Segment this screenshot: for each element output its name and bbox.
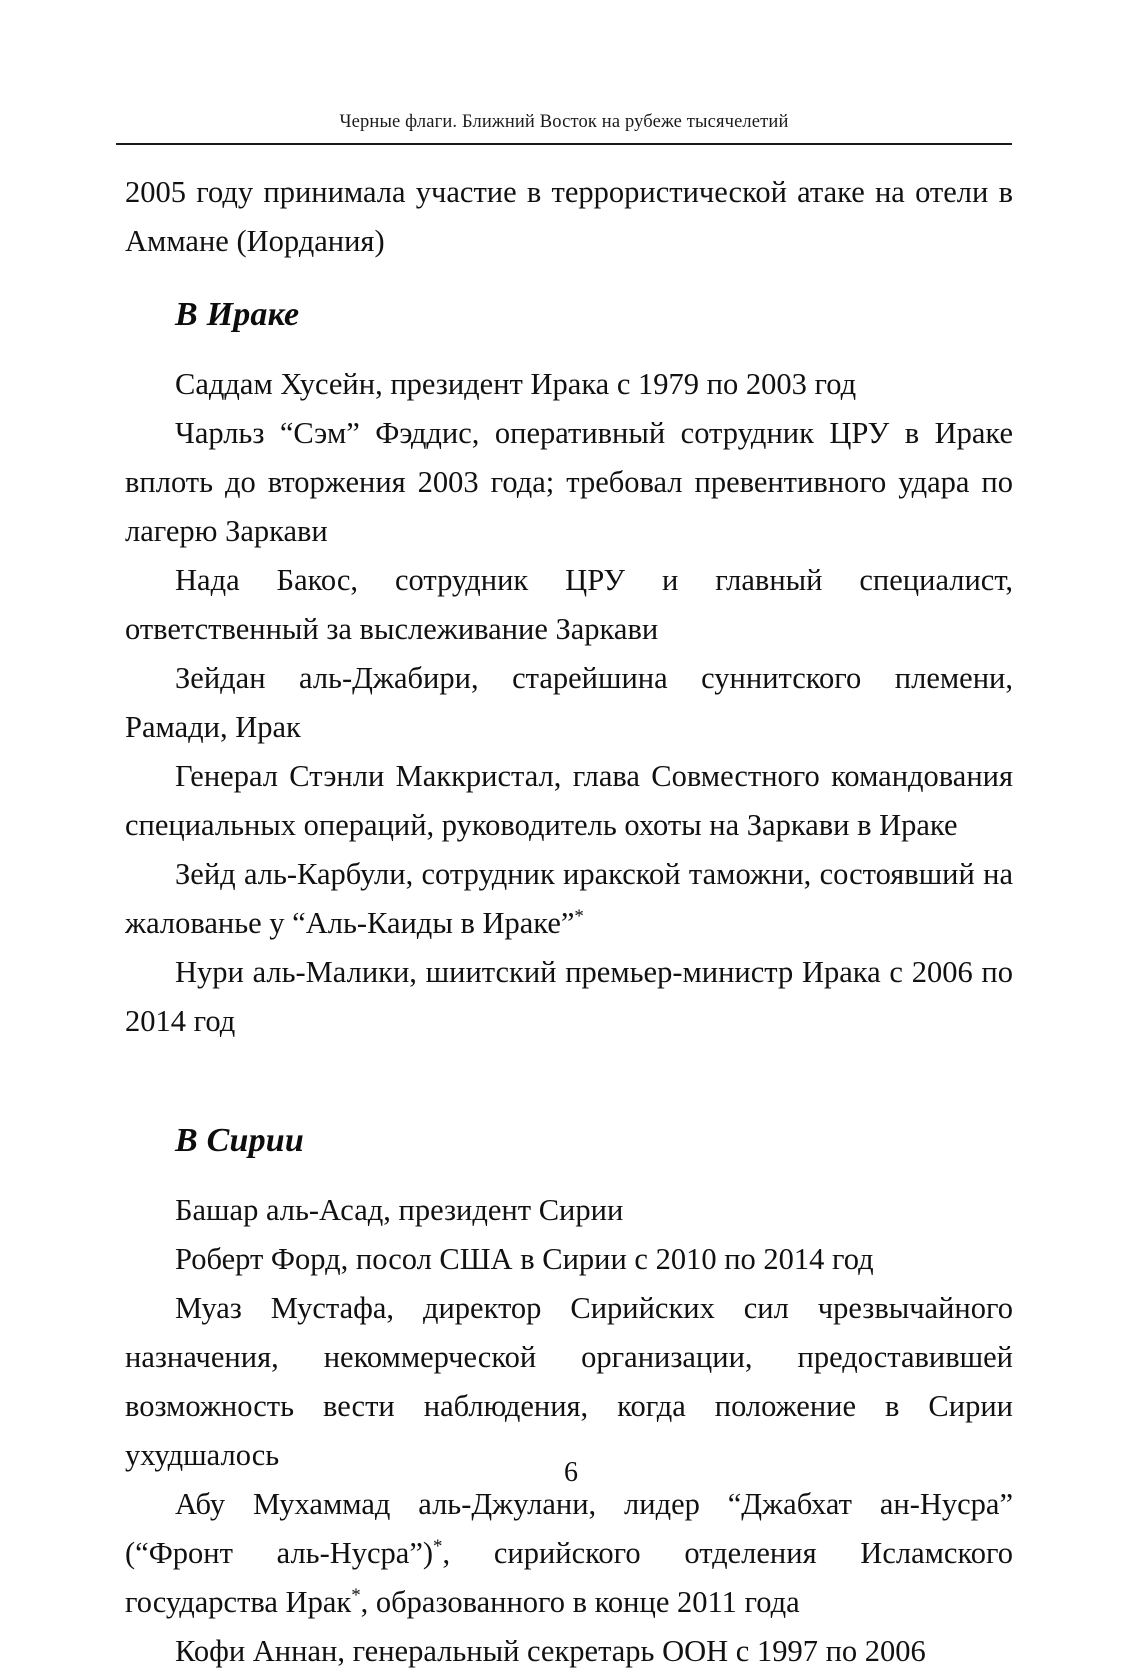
entry-nada-bakos: Нада Бакос, сотрудник ЦРУ и главный специалист, ответственный за выслеживание Заркави xyxy=(125,563,1013,646)
entry-saddam-hussein: Саддам Хусейн, президент Ирака с 1979 по 2003 год xyxy=(175,367,857,401)
entry-stanley-mcchrystal: Генерал Стэнли Маккристал, глава Совместного командования специальных операций, руководитель охоты на Заркави в Ираке xyxy=(125,759,1013,842)
entry-zeyd-al-karbuli-text: Зейд аль-Карбули, сотрудник иракской таможни, состоявший на жалованье у “Аль-Каиды в Ираке” xyxy=(125,857,1013,940)
section-heading-iraq: В Ираке xyxy=(175,296,300,333)
spacer xyxy=(125,266,1013,292)
entry-zeyd-al-karbuli xyxy=(125,850,1013,948)
entry-charles-faddis: Чарльз “Сэм” Фэддис, оперативный сотрудник ЦРУ в Ираке вплоть до вторжения 2003 года; требовал превентивного удара по лагерю Заркави xyxy=(125,416,1013,548)
page-number: 6 xyxy=(564,1457,578,1488)
text-column xyxy=(125,168,1013,1676)
entry-nuri-al-maliki: Нури аль-Малики, шиитский премьер-министр Ирака с 2006 по 2014 год xyxy=(125,955,1013,1038)
entry-robert-ford: Роберт Форд, посол США в Сирии с 2010 по 2014 год xyxy=(175,1242,874,1276)
entry-julani-text-a: Абу Мухаммад аль-Джулани, лидер “Джабхат ан-Нусра” (“Фронт аль-Нусра”) xyxy=(125,1487,1013,1570)
running-head: Черные флаги. Ближний Восток на рубеже тысячелетий xyxy=(339,112,789,132)
spacer xyxy=(125,1046,1013,1118)
entry-zeydan-al-jabiri: Зейдан аль-Джабири, старейшина суннитского племени, Рамади, Ирак xyxy=(125,661,1013,744)
header-rule xyxy=(116,143,1012,145)
entry-julani-text-b: , сирийского отделения Исламского государства Ирак xyxy=(125,1536,1013,1619)
spacer xyxy=(125,1164,1013,1186)
entry-mouaz-moustafa: Муаз Мустафа, директор Сирийских сил чрезвычайного назначения, некоммерческой организации, предоставившей возможность вести наблюдения, когда положение в Сирии ухудшалось xyxy=(125,1291,1013,1472)
footnote-marker: * xyxy=(351,1584,361,1606)
spacer xyxy=(125,338,1013,360)
footnote-marker: * xyxy=(574,905,584,927)
entry-abu-mohammad-al-julani xyxy=(125,1480,1013,1627)
continuation-paragraph: 2005 году принимала участие в террористической атаке на отели в Аммане (Иордания) xyxy=(125,175,1013,258)
footnote-marker: * xyxy=(433,1535,443,1557)
section-heading-syria: В Сирии xyxy=(175,1122,304,1159)
entry-bashar-al-assad: Башар аль-Асад, президент Сирии xyxy=(175,1193,624,1227)
entry-julani-text-c: , образованного в конце 2011 года xyxy=(360,1585,800,1619)
entry-kofi-annan: Кофи Аннан, генеральный секретарь ООН с 1997 по 2006 xyxy=(175,1634,926,1668)
